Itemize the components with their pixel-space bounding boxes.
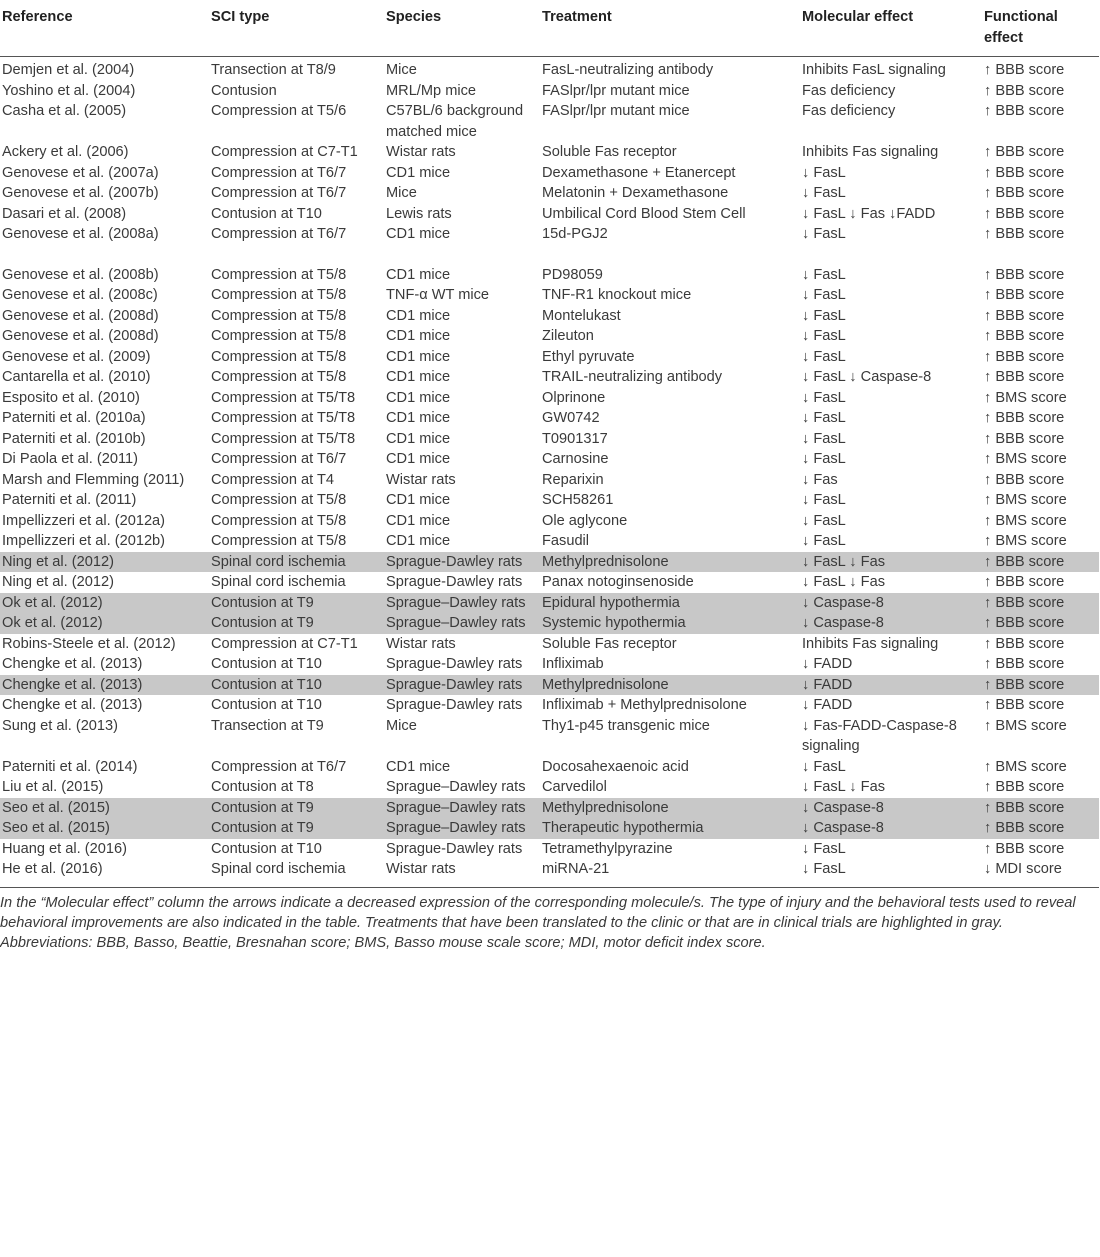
cell-treatment: PD98059	[542, 266, 603, 283]
cell-reference: Esposito et al. (2010)	[2, 389, 140, 406]
cell-sci-type: Contusion at T9	[209, 798, 384, 819]
cell-sci-type: Transection at T8/9	[211, 62, 336, 78]
cell-sci-type: Compression at T6/7	[211, 226, 347, 242]
cell-molecular-effect: ↓ FasL ↓ Fas	[800, 552, 982, 573]
table-row	[0, 757, 1099, 778]
cell-species: Mice	[386, 62, 417, 78]
cell-species: Lewis rats	[386, 205, 452, 222]
table-row	[0, 163, 1099, 184]
cell-treatment: T0901317	[542, 430, 608, 447]
cell-reference: Dasari et al. (2008)	[2, 205, 127, 222]
cell-molecular-effect: ↓ Caspase-8	[800, 798, 982, 819]
cell-species: Wistar rats	[386, 635, 456, 652]
cell-functional-effect: ↑ BBB score	[984, 266, 1065, 283]
table-footnote: In the “Molecular effect” column the arrows indicate a decreased expression of the corresponding molecule/s. The type of injury and the behavioral tests used to reveal behavioral improvements are also indicated in the table. Treatments that have been translated to the clinic or that are in clinical trials are highlighted in gray. Abbreviations: BBB, Basso, Beattie, Bresnahan score; BMS, Basso mouse scale score; MDI, motor deficit index score.	[0, 894, 1076, 952]
cell-sci-type: Compression at C7-T1	[211, 144, 358, 160]
cell-species: CD1 mice	[386, 758, 451, 775]
table-row	[0, 654, 1099, 675]
cell-treatment: FASlpr/lpr mutant mice	[542, 82, 690, 99]
cell-sci-type: Compression at T6/7	[211, 164, 347, 181]
table-row	[0, 306, 1099, 327]
cell-functional-effect: ↑ BBB score	[984, 62, 1065, 78]
cell-treatment: TRAIL-neutralizing antibody	[542, 369, 723, 385]
cell-species: CD1 mice	[386, 430, 451, 447]
table-row	[0, 367, 1099, 388]
cell-species: CD1 mice	[386, 266, 451, 283]
table-row	[0, 81, 1099, 102]
table-row	[0, 470, 1099, 491]
table-row	[0, 675, 1099, 696]
cell-sci-type: Compression at T5/8	[211, 266, 347, 283]
cell-reference: Liu et al. (2015)	[2, 779, 104, 795]
cell-sci-type: Contusion at T10	[211, 840, 322, 857]
cell-reference: Genovese et al. (2007b)	[2, 185, 159, 201]
table-row	[0, 839, 1099, 860]
cell-species: CD1 mice	[386, 410, 451, 426]
cell-sci-type: Compression at T4	[211, 471, 335, 488]
cell-sci-type: Contusion at T9	[209, 613, 384, 634]
cell-molecular-effect: ↓ FasL	[802, 410, 846, 426]
cell-species: CD1 mice	[386, 307, 451, 324]
cell-treatment: Olprinone	[542, 389, 606, 406]
cell-molecular-effect: ↓ FasL ↓ Caspase-8	[802, 369, 932, 385]
table-row	[0, 511, 1099, 532]
cell-molecular-effect: ↓ FasL	[802, 758, 846, 775]
cell-sci-type: Compression at T6/7	[211, 185, 347, 201]
cell-functional-effect: ↑ BBB score	[984, 144, 1065, 160]
cell-reference: Huang et al. (2016)	[2, 840, 127, 857]
cell-functional-effect: ↑ BMS score	[984, 389, 1067, 406]
cell-molecular-effect: ↓ FasL	[802, 492, 846, 508]
cell-reference: Seo et al. (2015)	[0, 798, 209, 819]
cell-reference: Paterniti et al. (2014)	[2, 758, 138, 775]
header-species: Species	[384, 0, 540, 57]
header-molecular-effect: Molecular effect	[800, 0, 982, 57]
cell-functional-effect: ↑ BMS score	[984, 758, 1067, 775]
table-row	[0, 204, 1099, 225]
cell-treatment: Epidural hypothermia	[540, 593, 800, 614]
table-row	[0, 408, 1099, 429]
cell-species: Sprague–Dawley rats	[384, 613, 540, 634]
cell-sci-type: Contusion	[211, 82, 277, 99]
cell-species: Wistar rats	[384, 859, 540, 887]
cell-sci-type: Compression at C7-T1	[211, 635, 358, 652]
cell-molecular-effect: ↓ FasL	[802, 348, 846, 365]
cell-reference: Yoshino et al. (2004)	[2, 82, 136, 99]
cell-species: CD1 mice	[386, 348, 451, 365]
cell-reference: Seo et al. (2015)	[0, 818, 209, 839]
cell-species: TNF-α WT mice	[386, 287, 490, 303]
cell-species: Sprague-Dawley rats	[386, 656, 523, 672]
cell-functional-effect: ↑ BBB score	[984, 635, 1065, 652]
cell-reference: Ok et al. (2012)	[0, 613, 209, 634]
cell-species: Wistar rats	[386, 471, 456, 488]
cell-treatment: Soluble Fas receptor	[542, 635, 677, 652]
table-row	[0, 183, 1099, 204]
cell-reference: Genovese et al. (2008d)	[2, 328, 159, 344]
cell-molecular-effect: ↓ FasL	[802, 328, 846, 344]
cell-reference: Chengke et al. (2013)	[2, 656, 143, 672]
cell-sci-type: Compression at T5/8	[211, 533, 347, 549]
cell-sci-type: Contusion at T10	[211, 697, 322, 713]
cell-reference: Ning et al. (2012)	[2, 574, 114, 590]
cell-treatment: Dexamethasone + Etanercept	[542, 164, 736, 181]
table-row	[0, 634, 1099, 655]
cell-functional-effect: ↑ BBB score	[984, 185, 1065, 201]
cell-reference: Robins-Steele et al. (2012)	[2, 635, 176, 652]
cell-treatment: Soluble Fas receptor	[542, 144, 677, 160]
cell-treatment: Panax notoginsenoside	[542, 574, 694, 590]
cell-species: Sprague-Dawley rats	[384, 675, 540, 696]
table-row	[0, 593, 1099, 614]
cell-reference: Cantarella et al. (2010)	[2, 369, 151, 385]
cell-treatment: Infliximab + Methylprednisolone	[542, 697, 747, 713]
table-row	[0, 429, 1099, 450]
cell-species: CD1 mice	[386, 512, 451, 529]
cell-sci-type: Compression at T5/8	[211, 287, 347, 303]
cell-species: CD1 mice	[386, 389, 451, 406]
table-row	[0, 490, 1099, 511]
cell-species: Sprague-Dawley rats	[386, 697, 523, 713]
cell-treatment: Methylprednisolone	[540, 552, 800, 573]
cell-reference: Chengke et al. (2013)	[2, 697, 143, 713]
cell-species: CD1 mice	[386, 451, 451, 467]
cell-species: Sprague–Dawley rats	[386, 779, 526, 795]
header-row	[0, 0, 1099, 57]
table-row	[0, 347, 1099, 368]
cell-functional-effect: ↑ BBB score	[984, 164, 1065, 181]
cell-molecular-effect: Fas deficiency	[802, 82, 896, 99]
cell-sci-type: Compression at T6/7	[211, 758, 347, 775]
cell-species: CD1 mice	[386, 328, 451, 344]
cell-molecular-effect: ↓ Caspase-8	[800, 613, 982, 634]
cell-molecular-effect: ↓ FasL	[802, 451, 846, 467]
cell-functional-effect: ↑ BMS score	[984, 717, 1067, 734]
cell-functional-effect: ↑ BBB score	[984, 430, 1065, 447]
cell-molecular-effect: ↓ FasL	[802, 307, 846, 324]
cell-species: CD1 mice	[386, 164, 451, 181]
cell-molecular-effect: ↓ FasL	[802, 266, 846, 283]
table-row	[0, 142, 1099, 163]
cell-sci-type: Compression at T5/8	[211, 369, 347, 385]
cell-sci-type: Compression at T5/6	[211, 103, 347, 119]
cell-functional-effect: ↑ BBB score	[984, 410, 1065, 426]
cell-molecular-effect: ↓ FADD	[802, 656, 853, 672]
table-row	[0, 572, 1099, 593]
cell-species: CD1 mice	[386, 369, 451, 385]
cell-sci-type: Contusion at T10	[209, 675, 384, 696]
cell-sci-type: Compression at T5/T8	[211, 430, 356, 447]
cell-species: Sprague–Dawley rats	[384, 798, 540, 819]
cell-treatment: Montelukast	[542, 307, 621, 324]
cell-species: Mice	[386, 717, 417, 734]
table-row	[0, 716, 1099, 757]
cell-reference: Genovese et al. (2007a)	[2, 164, 159, 181]
table-row	[0, 531, 1099, 552]
cell-molecular-effect: ↓ FasL	[802, 287, 846, 303]
cell-molecular-effect: Inhibits Fas signaling	[802, 144, 939, 160]
cell-treatment: Ethyl pyruvate	[542, 348, 635, 365]
cell-treatment: Methylprednisolone	[540, 798, 800, 819]
header-reference: Reference	[0, 0, 209, 57]
cell-species: CD1 mice	[386, 533, 451, 549]
cell-sci-type: Contusion at T10	[211, 205, 322, 222]
cell-molecular-effect: ↓ FasL	[802, 840, 846, 857]
cell-treatment: Docosahexaenoic acid	[542, 758, 689, 775]
header-functional-effect: Functional effect	[982, 0, 1099, 57]
cell-molecular-effect: ↓ FasL ↓ Fas	[802, 779, 885, 795]
header-sci-type: SCI type	[209, 0, 384, 57]
cell-treatment: Therapeutic hypothermia	[540, 818, 800, 839]
table-row	[0, 859, 1099, 887]
table-row	[0, 552, 1099, 573]
cell-functional-effect: ↑ BBB score	[982, 552, 1099, 573]
cell-treatment: Systemic hypothermia	[540, 613, 800, 634]
cell-treatment: Fasudil	[542, 533, 590, 549]
cell-treatment: Infliximab	[542, 656, 604, 672]
table-row	[0, 818, 1099, 839]
cell-reference: Paterniti et al. (2010a)	[2, 410, 146, 426]
cell-reference: Di Paola et al. (2011)	[2, 451, 139, 467]
cell-sci-type: Compression at T5/8	[211, 512, 347, 529]
cell-reference: He et al. (2016)	[0, 859, 209, 887]
cell-species: Sprague–Dawley rats	[384, 593, 540, 614]
cell-functional-effect: ↑ BMS score	[984, 512, 1067, 529]
cell-treatment: Methylprednisolone	[540, 675, 800, 696]
cell-sci-type: Compression at T5/T8	[211, 410, 356, 426]
cell-sci-type: Contusion at T9	[209, 593, 384, 614]
cell-treatment: Carnosine	[542, 451, 609, 467]
cell-sci-type: Spinal cord ischemia	[209, 552, 384, 573]
cell-species: Sprague-Dawley rats	[384, 552, 540, 573]
cell-reference: Ning et al. (2012)	[0, 552, 209, 573]
cell-sci-type: Transection at T9	[211, 717, 324, 734]
cell-treatment: Zileuton	[542, 328, 594, 344]
cell-molecular-effect: ↓ FasL	[802, 389, 846, 406]
cell-functional-effect: ↑ BBB score	[984, 574, 1065, 590]
cell-functional-effect: ↑ BBB score	[984, 226, 1065, 242]
cell-species: C57BL/6 background matched mice	[386, 103, 524, 140]
cell-treatment: GW0742	[542, 410, 600, 426]
cell-molecular-effect: ↓ FasL	[800, 859, 982, 887]
cell-molecular-effect: ↓ Caspase-8	[800, 818, 982, 839]
header-treatment: Treatment	[540, 0, 800, 57]
cell-functional-effect: ↑ BBB score	[984, 307, 1065, 324]
cell-treatment: Tetramethylpyrazine	[542, 840, 673, 857]
cell-functional-effect: ↑ BBB score	[984, 328, 1065, 344]
cell-sci-type: Compression at T6/7	[211, 451, 347, 467]
cell-reference: Genovese et al. (2009)	[2, 348, 151, 365]
cell-functional-effect: ↑ BBB score	[982, 675, 1099, 696]
cell-molecular-effect: ↓ Fas-FADD-Caspase-8 signaling	[802, 717, 957, 754]
cell-functional-effect: ↑ BMS score	[984, 533, 1067, 549]
cell-molecular-effect: Fas deficiency	[802, 103, 896, 119]
cell-reference: Chengke et al. (2013)	[0, 675, 209, 696]
cell-molecular-effect: ↓ FADD	[802, 697, 853, 713]
cell-functional-effect: ↑ BBB score	[984, 287, 1065, 303]
table-body	[0, 57, 1099, 888]
cell-sci-type: Contusion at T8	[211, 779, 314, 795]
cell-molecular-effect: Inhibits Fas signaling	[802, 635, 939, 652]
cell-reference: Genovese et al. (2008d)	[2, 307, 159, 324]
cell-molecular-effect: ↓ Fas	[802, 471, 838, 488]
cell-functional-effect: ↑ BBB score	[984, 205, 1065, 222]
cell-functional-effect: ↑ BBB score	[984, 348, 1065, 365]
cell-sci-type: Compression at T5/8	[211, 328, 347, 344]
cell-functional-effect: ↑ BBB score	[982, 613, 1099, 634]
cell-functional-effect: ↓ MDI score	[982, 859, 1099, 887]
cell-molecular-effect: ↓ FasL ↓ Fas	[802, 574, 885, 590]
cell-reference: Paterniti et al. (2010b)	[2, 430, 146, 447]
cell-sci-type: Spinal cord ischemia	[211, 574, 346, 590]
table-row	[0, 265, 1099, 286]
cell-functional-effect: ↑ BBB score	[984, 779, 1065, 795]
table-row	[0, 101, 1099, 142]
cell-species: Wistar rats	[386, 144, 456, 160]
cell-reference: Genovese et al. (2008a)	[2, 226, 159, 242]
table-row	[0, 388, 1099, 409]
cell-molecular-effect: ↓ FasL ↓ Fas ↓FADD	[802, 205, 936, 222]
cell-treatment: 15d-PGJ2	[542, 226, 608, 242]
cell-treatment: Ole aglycone	[542, 512, 628, 529]
cell-treatment: Thy1-p45 transgenic mice	[542, 717, 710, 734]
cell-molecular-effect: ↓ FADD	[800, 675, 982, 696]
cell-functional-effect: ↑ BMS score	[984, 492, 1067, 508]
cell-reference: Genovese et al. (2008b)	[2, 266, 159, 283]
cell-species: Sprague-Dawley rats	[386, 574, 523, 590]
table-row	[0, 695, 1099, 716]
cell-sci-type: Compression at T5/8	[211, 492, 347, 508]
cell-molecular-effect: ↓ Caspase-8	[800, 593, 982, 614]
cell-functional-effect: ↑ BMS score	[984, 451, 1067, 467]
cell-treatment: Umbilical Cord Blood Stem Cell	[542, 205, 746, 222]
cell-sci-type: Compression at T5/T8	[211, 389, 356, 406]
cell-functional-effect: ↑ BBB score	[984, 82, 1065, 99]
cell-molecular-effect: ↓ FasL	[802, 164, 846, 181]
cell-species: CD1 mice	[386, 492, 451, 508]
cell-species: Mice	[386, 185, 417, 201]
cell-species: Sprague-Dawley rats	[386, 840, 523, 857]
cell-functional-effect: ↑ BBB score	[984, 103, 1065, 119]
cell-treatment: TNF-R1 knockout mice	[542, 287, 692, 303]
cell-reference: Ok et al. (2012)	[0, 593, 209, 614]
cell-reference: Genovese et al. (2008c)	[2, 287, 158, 303]
cell-molecular-effect: ↓ FasL	[802, 430, 846, 447]
cell-sci-type: Spinal cord ischemia	[209, 859, 384, 887]
cell-reference: Casha et al. (2005)	[2, 103, 127, 119]
cell-treatment: Carvedilol	[542, 779, 607, 795]
cell-reference: Marsh and Flemming (2011)	[2, 471, 185, 488]
table-row	[0, 798, 1099, 819]
cell-reference: Demjen et al. (2004)	[2, 62, 135, 78]
table-row	[0, 224, 1099, 265]
cell-treatment: SCH58261	[542, 492, 614, 508]
cell-treatment: FasL-neutralizing antibody	[542, 62, 714, 78]
cell-treatment: Reparixin	[542, 471, 604, 488]
cell-molecular-effect: ↓ FasL	[802, 226, 846, 242]
cell-molecular-effect: ↓ FasL	[802, 533, 846, 549]
table-row	[0, 613, 1099, 634]
cell-reference: Impellizzeri et al. (2012a)	[2, 512, 166, 529]
cell-functional-effect: ↑ BBB score	[984, 840, 1065, 857]
table-header	[0, 0, 1099, 57]
cell-functional-effect: ↑ BBB score	[982, 818, 1099, 839]
cell-treatment: miRNA-21	[540, 859, 800, 887]
cell-functional-effect: ↑ BBB score	[984, 656, 1065, 672]
cell-species: CD1 mice	[386, 226, 451, 242]
cell-reference: Sung et al. (2013)	[2, 717, 119, 734]
cell-functional-effect: ↑ BBB score	[984, 471, 1065, 488]
table-row	[0, 326, 1099, 347]
cell-reference: Ackery et al. (2006)	[2, 144, 129, 160]
cell-functional-effect: ↑ BBB score	[984, 369, 1065, 385]
cell-sci-type: Contusion at T10	[211, 656, 322, 672]
table-row	[0, 285, 1099, 306]
cell-reference: Impellizzeri et al. (2012b)	[2, 533, 166, 549]
table-row	[0, 777, 1099, 798]
cell-species: MRL/Mp mice	[386, 82, 477, 99]
cell-functional-effect: ↑ BBB score	[982, 593, 1099, 614]
cell-species: Sprague–Dawley rats	[384, 818, 540, 839]
cell-molecular-effect: ↓ FasL	[802, 185, 846, 201]
cell-sci-type: Compression at T5/8	[211, 348, 347, 365]
cell-treatment: Melatonin + Dexamethasone	[542, 185, 729, 201]
cell-treatment: FASlpr/lpr mutant mice	[542, 103, 690, 119]
cell-functional-effect: ↑ BBB score	[982, 798, 1099, 819]
cell-functional-effect: ↑ BBB score	[984, 697, 1065, 713]
cell-molecular-effect: ↓ FasL	[802, 512, 846, 529]
cell-molecular-effect: Inhibits FasL signaling	[802, 62, 946, 78]
cell-reference: Paterniti et al. (2011)	[2, 492, 137, 508]
table-row	[0, 449, 1099, 470]
table-row	[0, 57, 1099, 81]
cell-sci-type: Compression at T5/8	[211, 307, 347, 324]
cell-sci-type: Contusion at T9	[209, 818, 384, 839]
